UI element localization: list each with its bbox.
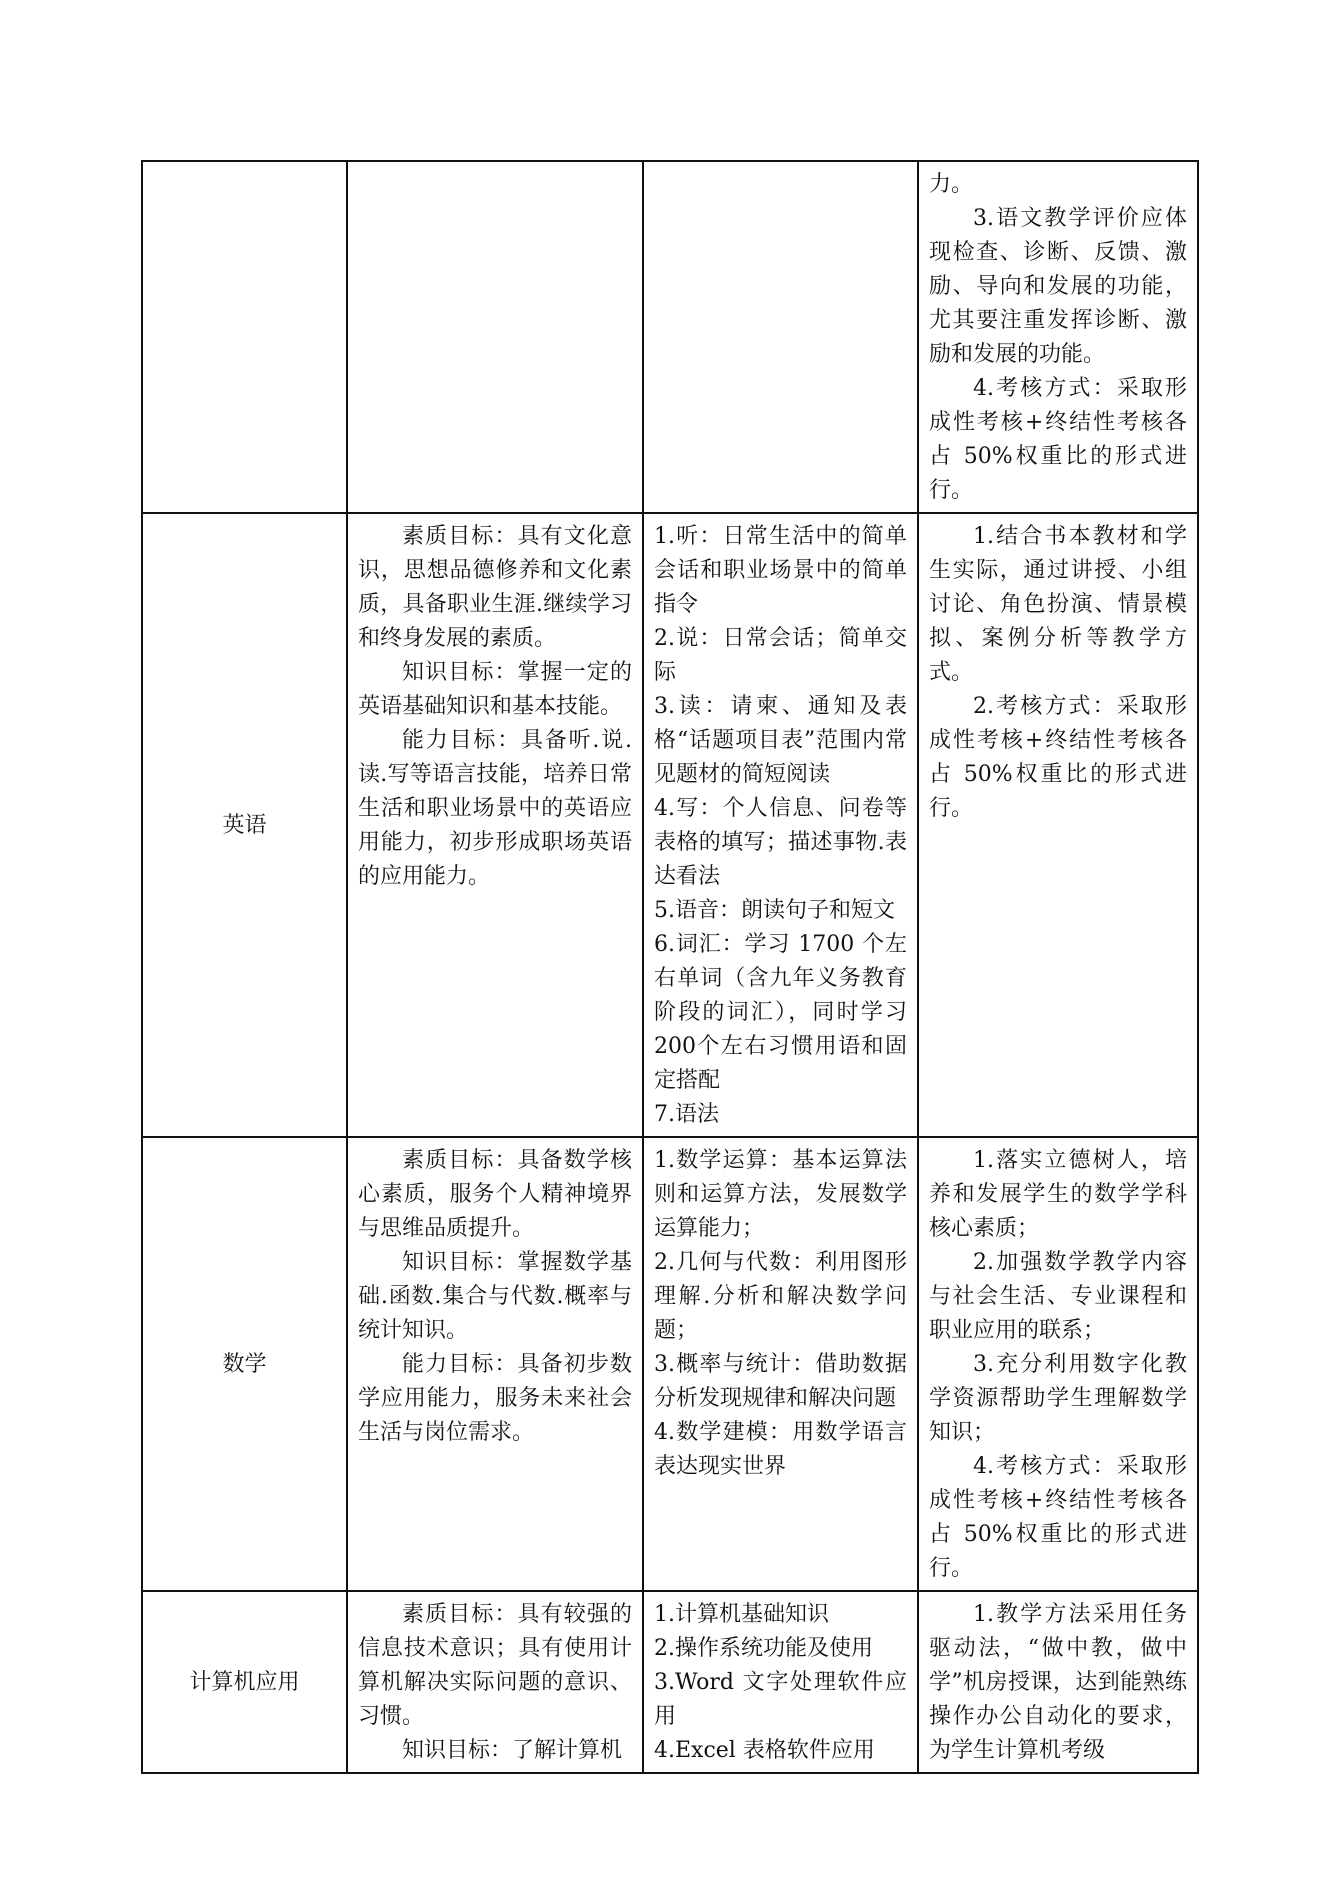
objectives-paragraph: 能力目标：具备听.说.读.写等语言技能，培养日常生活和职业场景中的英语应用能力，初步形成职场英语的应用能力。	[358, 728, 632, 889]
methods-paragraph: 2.加强数学教学内容与社会生活、专业课程和职业应用的联系；	[929, 1250, 1187, 1343]
subject-label: 计算机应用	[189, 1670, 300, 1695]
objectives-cell	[347, 161, 643, 513]
course-table	[141, 160, 1199, 1774]
methods-cell	[918, 161, 1198, 513]
content-paragraph: 3.Word 文字处理软件应用	[654, 1670, 907, 1729]
objectives-cell	[347, 1591, 643, 1773]
objectives-paragraph: 素质目标：具有文化意识，思想品德修养和文化素质，具备职业生涯.继续学习和终身发展的素质。	[358, 524, 632, 651]
objectives-paragraph: 知识目标：掌握一定的英语基础知识和基本技能。	[358, 660, 632, 719]
table-row	[142, 1137, 1198, 1591]
objectives-paragraph: 素质目标：具备数学核心素质，服务个人精神境界与思维品质提升。	[358, 1148, 632, 1241]
methods-paragraph: 1.结合书本教材和学生实际，通过讲授、小组讨论、角色扮演、情景模拟、案例分析等教学方式。	[929, 524, 1187, 685]
objectives-paragraph: 知识目标：了解计算机	[402, 1738, 623, 1763]
objectives-paragraph: 素质目标：具有较强的信息技术意识；具有使用计算机解决实际问题的意识、习惯。	[358, 1602, 632, 1729]
content-paragraph: 2.操作系统功能及使用	[654, 1636, 873, 1661]
content-cell	[643, 1591, 918, 1773]
subject-label: 数学	[222, 1352, 267, 1377]
methods-cell	[918, 513, 1198, 1137]
subject-cell	[142, 161, 347, 513]
content-paragraph: 4.数学建模：用数学语言表达现实世界	[654, 1420, 907, 1479]
methods-paragraph: 4.考核方式：采取形成性考核+终结性考核各占 50%权重比的形式进行。	[929, 376, 1187, 503]
methods-paragraph: 3.充分利用数字化教学资源帮助学生理解数学知识；	[929, 1352, 1187, 1445]
content-cell	[643, 1137, 918, 1591]
content-paragraph: 1.听：日常生活中的简单会话和职业场景中的简单指令	[654, 524, 907, 617]
content-cell	[643, 513, 918, 1137]
content-paragraph: 3.读：请柬、通知及表格“话题项目表”范围内常见题材的简短阅读	[654, 694, 907, 787]
table-row	[142, 1591, 1198, 1773]
objectives-cell	[347, 1137, 643, 1591]
content-paragraph: 7.语法	[654, 1102, 719, 1127]
content-paragraph: 1.计算机基础知识	[654, 1602, 829, 1627]
content-paragraph: 4.Excel 表格软件应用	[654, 1738, 875, 1763]
objectives-cell	[347, 513, 643, 1137]
methods-cell	[918, 1137, 1198, 1591]
content-cell	[643, 161, 918, 513]
methods-paragraph: 4.考核方式：采取形成性考核+终结性考核各占 50%权重比的形式进行。	[929, 1454, 1187, 1581]
content-paragraph: 2.说：日常会话；简单交际	[654, 626, 907, 685]
methods-paragraph: 1.落实立德树人，培养和发展学生的数学学科核心素质；	[929, 1148, 1187, 1241]
content-paragraph: 1.数学运算：基本运算法则和运算方法，发展数学运算能力；	[654, 1148, 907, 1241]
content-paragraph: 4.写：个人信息、问卷等表格的填写；描述事物.表达看法	[654, 796, 907, 889]
content-paragraph: 3.概率与统计：借助数据分析发现规律和解决问题	[654, 1352, 907, 1411]
subject-cell	[142, 513, 347, 1137]
methods-paragraph: 3.语文教学评价应体现检查、诊断、反馈、激励、导向和发展的功能，尤其要注重发挥诊断、激励和发展的功能。	[929, 206, 1187, 367]
methods-paragraph: 2.考核方式：采取形成性考核+终结性考核各占 50%权重比的形式进行。	[929, 694, 1187, 821]
methods-paragraph: 1.教学方法采用任务驱动法，“做中教，做中学”机房授课，达到能熟练操作办公自动化的要求，为学生计算机考级	[929, 1602, 1187, 1763]
subject-cell	[142, 1591, 347, 1773]
content-paragraph: 5.语音：朗读句子和短文	[654, 898, 895, 923]
table-row	[142, 161, 1198, 513]
methods-paragraph: 力。	[929, 172, 974, 197]
methods-cell	[918, 1591, 1198, 1773]
objectives-paragraph: 能力目标：具备初步数学应用能力，服务未来社会生活与岗位需求。	[358, 1352, 632, 1445]
content-paragraph: 2.几何与代数：利用图形理解.分析和解决数学问题；	[654, 1250, 907, 1343]
content-paragraph: 6.词汇：学习 1700 个左右单词（含九年义务教育阶段的词汇），同时学习200个左右习惯用语和固定搭配	[654, 932, 907, 1093]
objectives-paragraph: 知识目标：掌握数学基础.函数.集合与代数.概率与统计知识。	[358, 1250, 632, 1343]
subject-cell	[142, 1137, 347, 1591]
subject-label: 英语	[222, 813, 267, 838]
table-row	[142, 513, 1198, 1137]
